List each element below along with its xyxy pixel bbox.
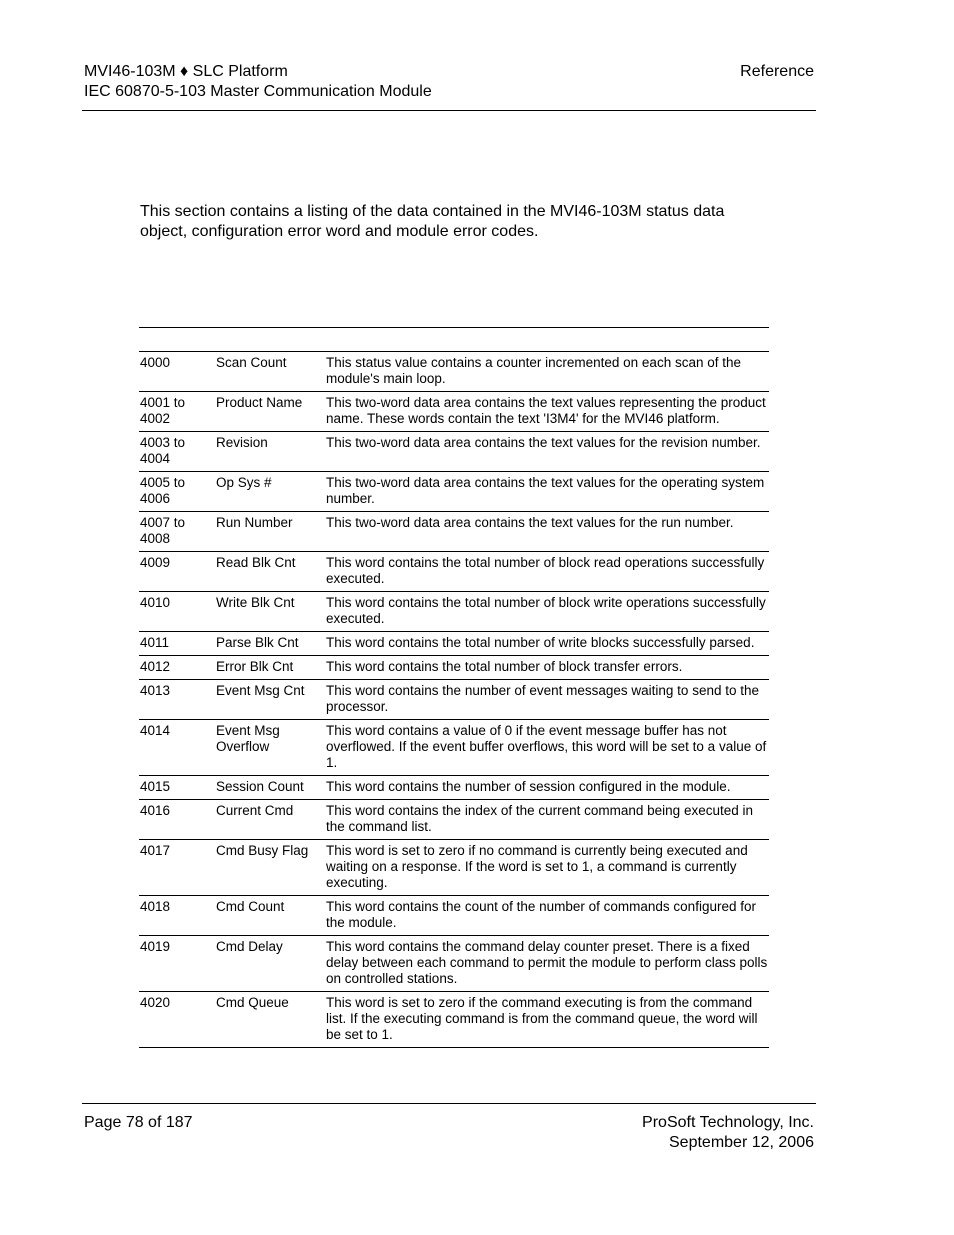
cell-description: This word contains the index of the current command being executed in the command list. xyxy=(326,803,753,834)
cell-offset: 4000 xyxy=(140,355,171,370)
cell-content: Run Number xyxy=(216,515,293,530)
table-body xyxy=(139,352,769,1048)
cell-offset: 4013 xyxy=(140,683,171,698)
table-row xyxy=(139,472,769,512)
footer-divider xyxy=(82,1103,816,1104)
cell-offset: 4016 xyxy=(140,803,171,818)
table-row xyxy=(139,720,769,776)
table-row xyxy=(139,352,769,392)
cell-description: This word contains the number of session configured in the module. xyxy=(326,779,731,794)
cell-description: This word contains a value of 0 if the event message buffer has not overflowed. If the event buffer overflows, this word will be set to a value of 1. xyxy=(326,723,767,770)
table-row xyxy=(139,936,769,992)
cell-content: Cmd Delay xyxy=(216,939,283,954)
cell-offset: 4003 to 4004 xyxy=(140,435,186,466)
status-data-table xyxy=(139,327,769,1048)
cell-content: Cmd Count xyxy=(216,899,285,914)
table-row xyxy=(139,776,769,800)
table-row xyxy=(139,840,769,896)
table-row xyxy=(139,992,769,1048)
cell-offset: 4014 xyxy=(140,723,171,738)
table-row xyxy=(139,896,769,936)
table-row xyxy=(139,656,769,680)
cell-description: This word contains the command delay counter preset. There is a fixed delay between each command to permit the module to perform class polls on controlled stations. xyxy=(326,939,768,986)
cell-offset: 4011 xyxy=(140,635,170,650)
cell-content: Error Blk Cnt xyxy=(216,659,294,674)
table-row xyxy=(139,552,769,592)
header-divider xyxy=(82,110,816,111)
cell-description: This two-word data area contains the text values representing the product name. These words contain the text 'I3M4' for the MVI46 platform. xyxy=(326,395,766,426)
table-row xyxy=(139,680,769,720)
company-name: ProSoft Technology, Inc. xyxy=(642,1114,814,1131)
header-module-line: IEC 60870-5-103 Master Communication Module xyxy=(84,83,432,100)
header-product-line: MVI46-103M ♦ SLC Platform xyxy=(84,63,288,80)
cell-offset: 4010 xyxy=(140,595,171,610)
cell-content: Cmd Queue xyxy=(216,995,289,1010)
cell-description: This word contains the total number of write blocks successfully parsed. xyxy=(326,635,755,650)
cell-description: This two-word data area contains the text values for the run number. xyxy=(326,515,734,530)
cell-offset: 4007 to 4008 xyxy=(140,515,186,546)
cell-offset: 4017 xyxy=(140,843,171,858)
cell-content: Parse Blk Cnt xyxy=(216,635,299,650)
cell-content: Cmd Busy Flag xyxy=(216,843,309,858)
header-section-name: Reference xyxy=(740,63,814,80)
cell-content: Product Name xyxy=(216,395,303,410)
intro-paragraph: This section contains a listing of the data contained in the MVI46-103M status data object, configuration error word and module error codes. xyxy=(140,203,725,240)
cell-content: Op Sys # xyxy=(216,475,272,490)
page-number: Page 78 of 187 xyxy=(84,1114,193,1131)
publish-date: September 12, 2006 xyxy=(669,1134,814,1151)
cell-offset: 4020 xyxy=(140,995,171,1010)
cell-description: This word contains the total number of block write operations successfully executed. xyxy=(326,595,766,626)
header-title-block xyxy=(84,62,432,102)
cell-offset: 4012 xyxy=(140,659,171,674)
cell-content: Event Msg Cnt xyxy=(216,683,305,698)
cell-content: Event Msg Overflow xyxy=(216,723,280,754)
cell-content: Read Blk Cnt xyxy=(216,555,296,570)
table-row xyxy=(139,800,769,840)
cell-description: This word is set to zero if no command is currently being executed and waiting on a response. If the word is set to 1, a command is currently executing. xyxy=(326,843,748,890)
cell-content: Session Count xyxy=(216,779,304,794)
cell-description: This status value contains a counter incremented on each scan of the module's main loop. xyxy=(326,355,741,386)
cell-content: Current Cmd xyxy=(216,803,294,818)
cell-offset: 4005 to 4006 xyxy=(140,475,186,506)
cell-description: This word contains the total number of block read operations successfully executed. xyxy=(326,555,765,586)
cell-description: This two-word data area contains the text values for the operating system number. xyxy=(326,475,765,506)
cell-offset: 4001 to 4002 xyxy=(140,395,186,426)
cell-offset: 4009 xyxy=(140,555,171,570)
table-row xyxy=(139,512,769,552)
cell-content: Revision xyxy=(216,435,268,450)
cell-content: Write Blk Cnt xyxy=(216,595,295,610)
cell-offset: 4018 xyxy=(140,899,171,914)
footer-info xyxy=(642,1113,814,1153)
table-row xyxy=(139,392,769,432)
cell-description: This two-word data area contains the text values for the revision number. xyxy=(326,435,761,450)
cell-description: This word contains the total number of block transfer errors. xyxy=(326,659,683,674)
cell-description: This word is set to zero if the command executing is from the command list. If the executing command is from the command queue, the word will be set to 1. xyxy=(326,995,758,1042)
cell-description: This word contains the count of the number of commands configured for the module. xyxy=(326,899,756,930)
cell-content: Scan Count xyxy=(216,355,287,370)
cell-offset: 4015 xyxy=(140,779,171,794)
table-row xyxy=(139,632,769,656)
table-row xyxy=(139,432,769,472)
cell-description: This word contains the number of event messages waiting to send to the processor. xyxy=(326,683,759,714)
table-row xyxy=(139,592,769,632)
table-header-row xyxy=(139,327,769,352)
cell-offset: 4019 xyxy=(140,939,171,954)
